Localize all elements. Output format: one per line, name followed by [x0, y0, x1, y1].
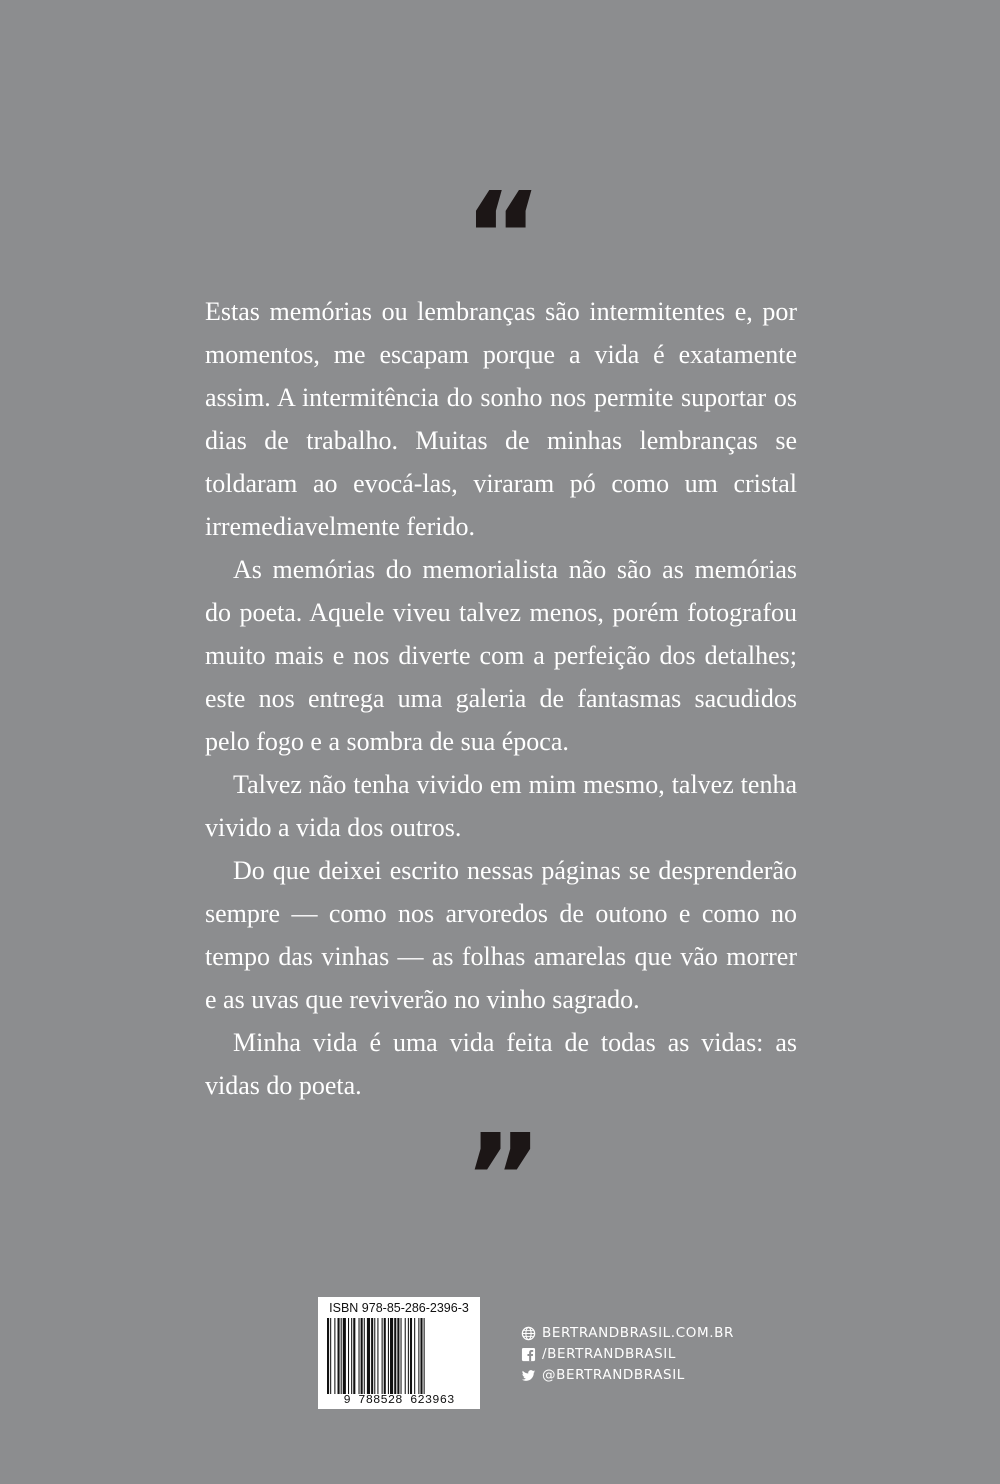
paragraph-3: Talvez não tenha vivido em mim mesmo, talvez tenha vivido a vida dos outros. [205, 770, 797, 842]
website-link[interactable] [521, 1323, 734, 1344]
facebook-link-text: /BERTRANDBRASIL [542, 1346, 676, 1362]
paragraph-5: Minha vida é uma vida feita de todas as vidas: as vidas do poeta. [205, 1028, 797, 1100]
paragraph-1: Estas memórias ou lembranças são intermitentes e, por momentos, me escapam porque a vida é exatamente assim. A intermitência do sonho nos permite suportar os dias de trabalho. Muitas de minhas lembranças se toldaram ao evocá-las, viraram pó como um cristal irremediavelmente ferido. [205, 297, 797, 541]
publisher-links [521, 1323, 734, 1386]
globe-icon [521, 1326, 536, 1341]
barcode-digits: 9 788528 623963 [343, 1393, 455, 1407]
twitter-icon [521, 1368, 536, 1383]
barcode-bars [326, 1318, 472, 1394]
isbn-barcode [318, 1297, 480, 1409]
paragraph-2: As memórias do memorialista não são as memórias do poeta. Aquele viveu talvez menos, porém fotografou muito mais e nos diverte com a perfeição dos detalhes; este nos entrega uma galeria de fantasmas sacudidos pelo fogo e a sombra de sua época. [205, 555, 797, 756]
facebook-icon [521, 1347, 536, 1362]
closing-quote-mark: ” [463, 1110, 537, 1249]
paragraph-4: Do que deixei escrito nessas páginas se desprenderão sempre — como nos arvoredos de outono e como no tempo das vinhas — as folhas amarelas que vão morrer e as uvas que reviverão no vinho sagrado. [205, 856, 797, 1014]
back-cover-text [205, 290, 797, 1107]
website-link-text: BERTRANDBRASIL.COM.BR [542, 1325, 734, 1341]
facebook-link[interactable] [521, 1344, 734, 1365]
isbn-label: ISBN 978-85-286-2396-3 [329, 1301, 469, 1315]
twitter-link-text: @BERTRANDBRASIL [542, 1367, 685, 1383]
opening-quote-mark: “ [463, 168, 537, 307]
twitter-link[interactable] [521, 1365, 734, 1386]
